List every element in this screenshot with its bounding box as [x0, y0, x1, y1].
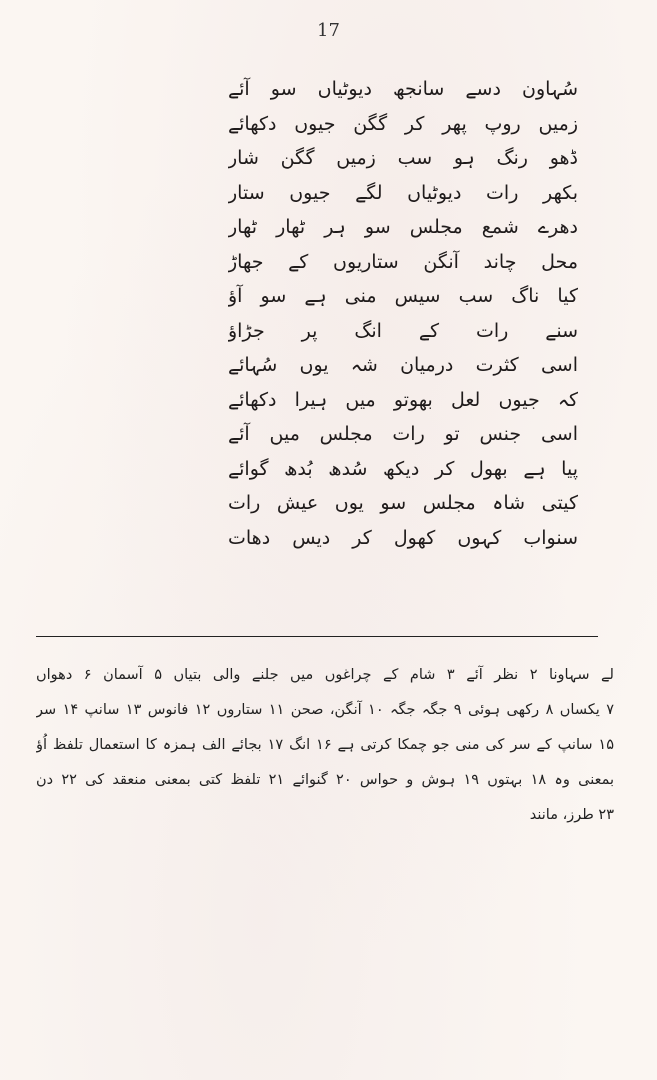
footnote-line: ۲۳ طرز، مانند — [529, 807, 614, 823]
footnote-line: لے سہاونا ۲ نظر آئے ۳ شام کے چراغوں میں جلنے والی بتیاں ۵ آسمان ۶ دھواں — [36, 667, 614, 683]
poem-line: پیا ہے بھول کر دیکھ سُدھ بُدھ گوائے — [228, 457, 578, 480]
footnotes — [36, 658, 614, 833]
footnote-divider — [36, 636, 598, 637]
poem-line: کیا ناگ سب سیس منی ہے سو آؤ — [228, 285, 578, 307]
poem-line: اسی جنس تو رات مجلس میں آئے — [228, 423, 578, 445]
footnote-line: بمعنی وہ ۱۸ بہتوں ۱۹ ہوش و حواس ۲۰ گنوائے ۲۱ تلفظ کتی بمعنی منعقد کی ۲۲ دن — [36, 772, 614, 788]
poem-line: اسی کثرت درمیان شہ یوں سُہائے — [228, 354, 578, 376]
poem-line: محل چاند آنگن ستاریوں کے جھاڑ — [228, 250, 578, 273]
poem-line: زمیں روپ پھر کر گگن جیوں دکھائے — [228, 112, 578, 135]
poem-line: ڈھو رنگ ہو سب زمیں گگن شار — [228, 147, 578, 169]
footnote-line: ۷ یکساں ۸ رکھی ہوئی ۹ جگہ جگہ ۱۰ آنگن، صحن ۱۱ ستاروں ۱۲ فانوس ۱۳ سانپ ۱۴ سر — [36, 702, 614, 718]
poem-line: کہ جیوں لعل بھوتو میں ہیرا دکھائے — [228, 388, 578, 411]
poem-line: کیتی شاہ مجلس سو یوں عیش رات — [228, 492, 578, 514]
poem — [228, 72, 578, 555]
footnote-line: ۱۵ سانپ کے سر کی منی جو چمکا کرتی ہے ۱۶ انگ ۱۷ بجائے الف ہمزہ کا استعمال تلفظ اُؤ — [36, 737, 614, 753]
poem-line: بکھر رات دیوٹیاں لگے جیوں ستار — [228, 181, 578, 204]
poem-line: دھرے شمع مجلس سو ہر ٹھار ٹھار — [228, 216, 578, 238]
poem-line: سُہاون دسے سانجھ دیوٹیاں سو آئے — [228, 78, 578, 100]
poem-line: سنے رات کے انگ پر جڑاؤ — [228, 319, 578, 342]
page-number: 17 — [317, 20, 340, 41]
poem-line: سنواب کہوں کھول کر دیس دھات — [228, 526, 578, 549]
